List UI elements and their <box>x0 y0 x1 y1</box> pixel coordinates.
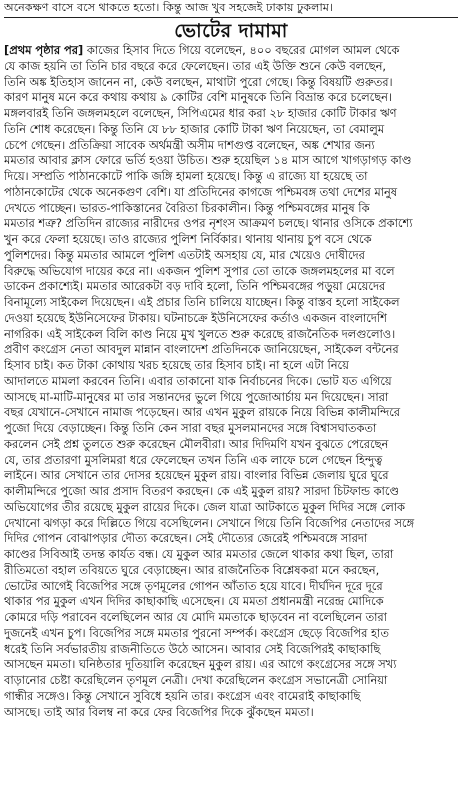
article-line-text: গান্ধীর সঙ্গেও। কিন্তু সেখানে সুবিধে হয়নি তার। কংগ্রেস এবং বামেরাই কাছাকাছি <box>4 688 361 703</box>
article-line-text: থাকার পর মুকুল এখন দিদির কাছাকাছি এসেছেন। যে মমতা প্রধানমন্ত্রী নরেন্দ্র মোদিকে <box>4 594 384 609</box>
article-line <box>4 516 458 532</box>
article-line-text: দেওয়া হয়েছে ইউনিসেফের টাকায়। ঘটনাচক্রে ইউনিসেফের কর্তাও একজন বাংলাদেশি <box>4 310 387 325</box>
continuation-tag: [প্রথম পৃষ্ঠার পর] <box>4 43 84 57</box>
article-line <box>4 153 458 169</box>
article-line-text: কাণ্ডের সিবিআই তদন্ত কার্যত বন্ধ। যে মুকুল আর মমতার জেলে থাকার কথা ছিল, তারা <box>4 547 394 561</box>
article-line-text: দিদির গোপন বোঝাপড়ার দৌত্য করেছেন। সেই দৌত্যের জেরেই পশ্চিমবঙ্গে সারদা <box>4 531 368 546</box>
article-line <box>4 59 458 75</box>
article-line <box>4 579 458 595</box>
article-line-text: আসছেন মমতা। ঘনিষ্ঠতার দূতিয়ালি করেছেন মুকুল রায়। এর আগে কংগ্রেসের সঙ্গে সখ্য <box>4 657 397 672</box>
article-line-text: বিরুদ্ধে অভিযোগ দায়ের করে না। একজন পুলিশ সুপার তো তাকে জঙ্গলমহলের মা বলে <box>4 263 395 278</box>
article-line <box>4 642 458 658</box>
article-line <box>4 547 458 563</box>
article-line <box>4 484 458 500</box>
article-line-text: করলেন সেই প্রশ্ন তুলতে শুরু করেছেন মৌলবীরা। আর দিদিমণি যখন বুঝতে পেরেছেন <box>4 436 389 451</box>
article-line <box>4 374 458 390</box>
article-line <box>4 201 458 217</box>
article-line-text: তিনি শোধ করেছেন। কিন্তু তিনি যে ৮৮ হাজার কোটি টাকা ঋণ নিয়েছেন, তা বেমালুম <box>4 121 385 136</box>
article-line-text: পুজো দিয়ে বেড়াচ্ছেন। কিন্তু তিনি কেন সারা বছর মুসলমানদের সঙ্গে বিশ্বাসঘাতকতা <box>4 421 377 435</box>
article-line <box>4 43 458 59</box>
article-line-text: পুলিশদের। কিন্তু মমতার আমলে পুলিশ এতটাই অসহায় যে, মার খেয়েও দোষীদের <box>4 247 365 262</box>
article-line <box>4 75 458 91</box>
article-line-text: দেখানো ঝগড়া করে দিল্লিতে গিয়ে বসেছিলেন। সেখানে গিয়ে তিনি বিজেপির নেতাদের সঙ্গে <box>4 515 415 530</box>
article-line-text: বছর যেখানে-সেখানে নামাজ পড়েছেন। আর এখন মুকুল রায়কে নিয়ে বিভিন্ন কালীমন্দিরে <box>4 405 401 420</box>
article-line <box>4 610 458 626</box>
article-line-text: তিনি অঙ্ক ইতিহাস জানেন না, কেউ বলছেন, মাথাটা পুরো গেছে। কিন্তু বিষয়টি গুরুতর। <box>4 74 393 89</box>
article-line-text: পাঠানকোটের থেকে অনেকগুণ বেশি। যা প্রতিদিনের কাগজে পশ্চিমবঙ্গ তথা দেশের মানুষ <box>4 184 398 199</box>
article-line-text: বিনামূল্যে সাইকেল দিয়েছেন। এই প্রচার তিনি চালিয়ে যাচ্ছেন। কিন্তু বাস্তব হলো সাইকেল <box>4 295 400 309</box>
article-body <box>4 43 458 802</box>
article-line <box>4 106 458 122</box>
article-line-text: আসছে মা-মাটি-মানুষের মা তার সন্তানদের ভুলে গিয়ে পুজোআর্চায় মন দিয়েছেন। সারা <box>4 389 389 404</box>
article-line-text: অভিযোগের তীর রয়েছে মুকুল রায়ের দিকে। জেল যাত্রা আটকাতে মুকুল দিদির সঙ্গে লোক <box>4 499 405 514</box>
article-line <box>4 169 458 185</box>
article-line-text: ধরেই তিনি সর্বভারতীয় রাজনীতিতে উঠে আসেন। আবার সেই বিজেপিরই কাছাকাছি <box>4 641 381 656</box>
article-line-text: বাড়ানোর চেষ্টা করেছিলেন তৃণমূল নেত্রী। দেখা করেছিলেন কংগ্রেস সভানেত্রী সোনিয়া <box>4 673 388 687</box>
article-line-text: কোমরে দড়ি পরাবেন বলেছিলেন আর যে মোদি মমতাকে ছাড়বেন না বলেছিলেন তারা <box>4 610 387 624</box>
article-line <box>4 90 458 106</box>
article-line-text: মঙ্গলবারই তিনি জঙ্গলমহলে বলেছেন, সিপিএমের ধার করা ২৮ হাজার কোটি টাকার ঋণ <box>4 106 397 120</box>
article-line-text: কালীমন্দিরে পুজো আর প্রসাদ বিতরণ করছেন। কে এই মুকুল রায়? সারদা চিটফান্ড কাণ্ডে <box>4 484 400 498</box>
article-line <box>4 705 458 721</box>
article-line <box>4 248 458 264</box>
article-line <box>4 437 458 453</box>
article-line <box>4 689 458 705</box>
article-line <box>4 138 458 154</box>
article-line <box>4 264 458 280</box>
article-line-text: হিসাব চাই। কত টাকা কোথায় খরচ হয়েছে তার হিসাব চাই। না হলে এটা নিয়ে <box>4 358 349 372</box>
article-line <box>4 216 458 232</box>
article-line-text: দুজনেই এখন চুপ। বিজেপির সঙ্গে মমতার পুরনো সম্পর্ক। কংগ্রেস ছেড়ে বিজেপির হাত <box>4 625 389 640</box>
article-line <box>4 657 458 673</box>
divider-rule <box>4 17 458 18</box>
article-line-text: খুন করে ফেলা হয়েছে। তাও রাজ্যের পুলিশ নির্বিকার। থানায় থানায় চুপ বসে থেকে <box>4 232 372 246</box>
article-line <box>4 500 458 516</box>
article-line-text: দেখতে পাচ্ছেন। ভারত-পাকিস্তানের বৈরিতা চিরকালীন। কিন্তু পশ্চিমবঙ্গের মানুষ কি <box>4 200 370 215</box>
article-line-text: আদালতে মামলা করবেন তিনি। এবার তাকানো যাক নির্বাচনের দিকে। ভোট যত এগিয়ে <box>4 373 392 388</box>
article-line-text: যে কাজ হয়নি তা তিনি চার বছরে করে ফেলেছেন। তার এই উক্তি শুনে কেউ বলছেন, <box>4 58 387 73</box>
article-line-text: যে, তার প্রতারণা মুসলিমরা ধরে ফেলেছেন তখন তিনি এক লাফে চলে গেছেন হিন্দুত্ব <box>4 452 383 467</box>
article-headline: ভোটের দামামা <box>174 20 288 42</box>
article-line <box>4 468 458 484</box>
article-line <box>4 390 458 406</box>
article-line <box>4 232 458 248</box>
article-line-text: প্রবীণ কংগ্রেস নেতা আবদুল মান্নান বাংলাদেশ প্রতিদিনকে জানিয়েছেন, সাইকেল বন্টনের <box>4 342 399 357</box>
article-line <box>4 327 458 343</box>
article-line-text: চেপে গেছেন। প্রতিক্রিয়া সাবেক অর্থমন্ত্রী অসীম দাশগুপ্ত বলেছেন, অঙ্ক শেখার জন্য <box>4 137 375 152</box>
article-line <box>4 594 458 610</box>
article-line <box>4 673 458 689</box>
article-line <box>4 626 458 642</box>
article-line <box>4 295 458 311</box>
article-line <box>4 311 458 327</box>
article-line <box>4 405 458 421</box>
article-line-text: লাইনে। আর সেখানে তার দোসর হয়েছেন মুকুল রায়। বাংলার বিভিন্ন জেলায় ঘুরে ঘুরে <box>4 468 389 483</box>
article-line <box>4 421 458 437</box>
article-line <box>4 185 458 201</box>
article-line-text: মমতার শত্রু? প্রতিদিন রাজ্যের নারীদের ওপর নৃশংস আক্রমণ চলছে। থানার ওসিকে প্রকাশ্যে <box>4 216 413 231</box>
previous-article-tail: অনেকক্ষণ বাসে বসে থাকতে হতো। কিন্তু আজ খুব সহজেই ঢাকায় ঢুকলাম। <box>4 1 333 14</box>
article-line-text: আসছে। তাই আর বিলম্ব না করে ফের বিজেপির দিকে ঝুঁকছেন মমতা। <box>4 704 314 719</box>
article-line <box>4 531 458 547</box>
article-line <box>4 358 458 374</box>
article-line-text: মমতার আবার ক্লাস ফোরে ভর্তি হওয়া উচিত। শুরু হয়েছিল ১৪ মাস আগে খাগড়াগড় কাণ্ড <box>4 153 412 168</box>
article-line <box>4 563 458 579</box>
article-line-text: দিয়ে। সম্প্রতি পাঠানকোটে পাকি জঙ্গি হামলা হয়েছে। কিন্তু এ রাজ্যে যা হয়েছে তা <box>4 169 368 183</box>
article-line <box>4 453 458 469</box>
article-line-text: রীতিমতো বহাল তবিয়তে ঘুরে বেড়াচ্ছেন। আর রাজনৈতিক বিশ্লেষকরা মনে করছেন, <box>4 562 380 577</box>
article-line-text: কারণ মানুষ মনে করে কথায় কথায় ৯ কোটির বেশি মানুষকে তিনি বিভ্রান্ত করে চলেছেন। <box>4 90 393 105</box>
article-line-text: কাজের হিসাব দিতে গিয়ে বলেছেন, ৪০০ বছরের মোগল আমল থেকে <box>83 43 400 57</box>
article-line-text: নাগরিক। এই সাইকেল বিলি কাণ্ড নিয়ে মুখ খুলতে শুরু করেছে রাজনৈতিক দলগুলোও। <box>4 326 396 341</box>
article-line <box>4 279 458 295</box>
article-line <box>4 122 458 138</box>
article-line-text: ডাকেন প্রকাশ্যেই। মমতার আরেকটা বড় দাবি হলো, তিনি পশ্চিমবঙ্গের পড়ুয়া মেয়েদের <box>4 279 386 294</box>
article-line <box>4 342 458 358</box>
article-line-text: ভোটের আগেই বিজেপির সঙ্গে তৃণমূলের গোপন আঁতাত হয়ে যাবে। দীর্ঘদিন দূরে দূরে <box>4 578 383 593</box>
